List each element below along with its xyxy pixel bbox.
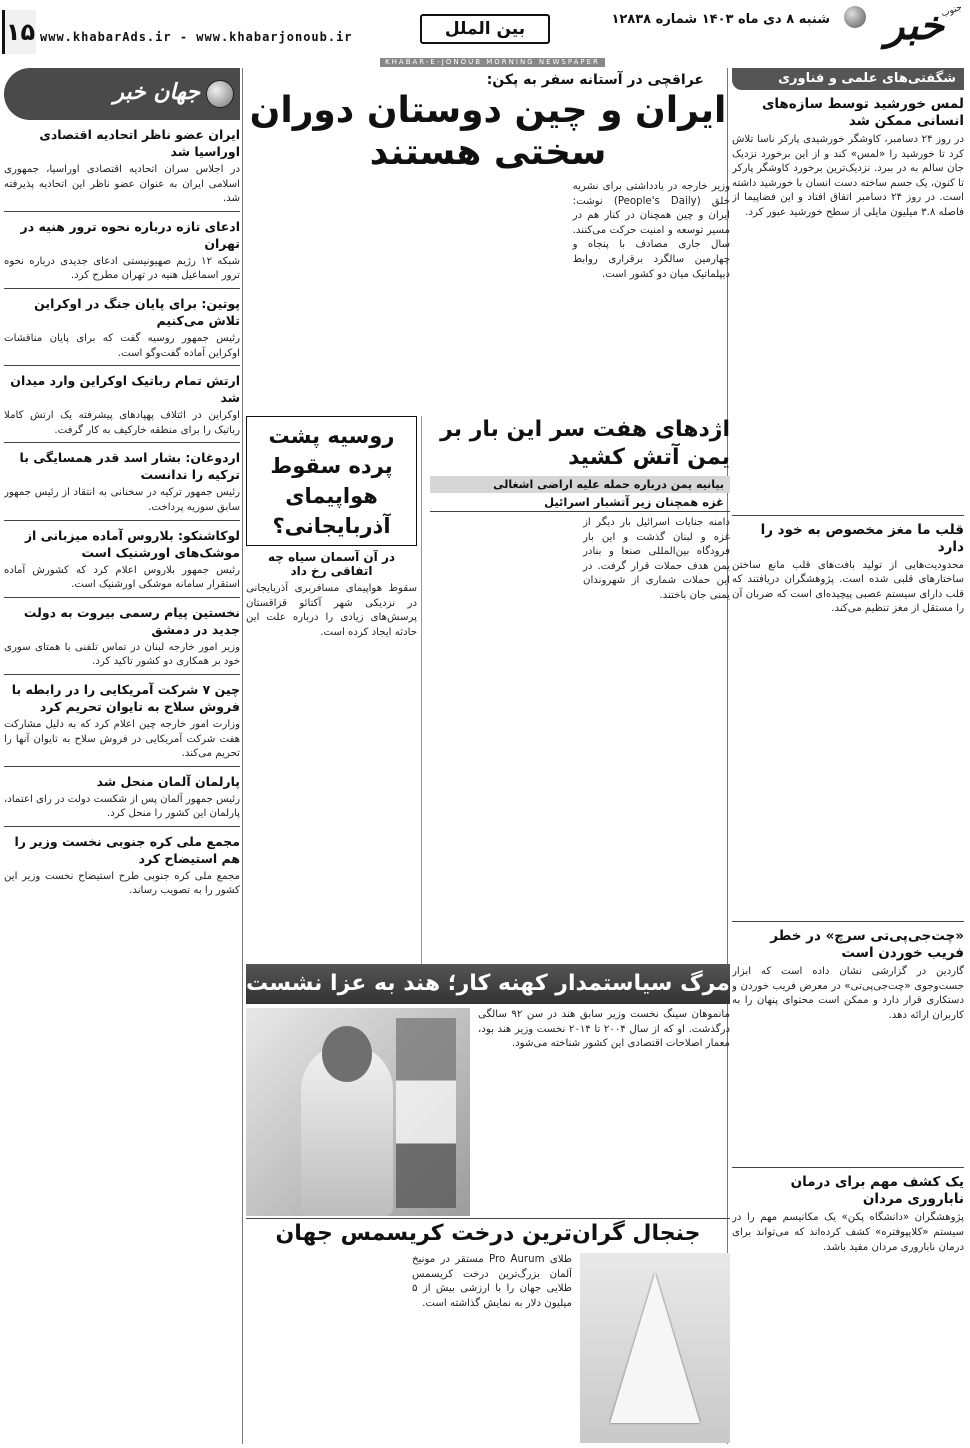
- article-body: گاردین در گزارشی نشان داده است که ابزار جست‌وجوی «چت‌جی‌پی‌تی» در معرض فریب خوردن و دستکاری قرار دارد و ممکن است محتوای پنهان را به کاربران ارائه دهد.: [732, 965, 964, 1021]
- russia-story: [246, 416, 422, 964]
- secondary-stories: [246, 416, 730, 964]
- article-title: یک کشف مهم برای درمان ناباروری مردان: [790, 1174, 964, 1208]
- article-title: ادعای تازه درباره نحوه ترور هنیه در تهران: [20, 218, 240, 251]
- divider: [4, 826, 240, 827]
- issue-line: شنبه ۸ دی ماه ۱۴۰۳ شماره ۱۲۸۳۸: [611, 12, 830, 27]
- yemen-headline: اژدهای هفت سر این بار بر یمن آتش کشید: [440, 417, 730, 470]
- article-title: ایران عضو ناظر اتحادیه اقتصادی اوراسیا شد: [39, 127, 240, 159]
- world-article: [4, 681, 240, 762]
- world-news-column: [4, 68, 240, 1444]
- yemen-subhead-2: غزه همچنان زیر آتشبار اسرائیل: [430, 493, 730, 512]
- lead-body: [246, 180, 730, 422]
- science-article: [732, 522, 964, 917]
- article-text-continued: [732, 221, 964, 511]
- divider: [4, 365, 240, 366]
- article-body: رئیس جمهور روسیه گفت که برای پایان مناقشات اوکراین آماده گفت‌وگو است.: [4, 332, 240, 359]
- science-article: [732, 96, 964, 511]
- article-body: رئیس جمهور ترکیه در سخنانی به انتقاد از رئیس جمهور سابق سوریه پرداخت.: [4, 487, 240, 513]
- logo-word: خبر: [885, 2, 944, 49]
- world-news-banner: [4, 68, 240, 120]
- manmohan-photo: [246, 1008, 470, 1216]
- article-body: اوکراین در ائتلاف پهپادهای پیشرفته یک ارتش کاملا رباتیک را برای منطقه خارکیف به کار گرفت.: [4, 410, 240, 436]
- russia-body: سقوط هواپیمای مسافربری آذربایجانی در نزدیکی شهر آکتائو قزاقستان پرسش‌های زیادی را درباره علت این حادثه ایجاد کرده است.: [246, 583, 417, 638]
- manmohan-banner: مرگ سیاستمدار کهنه کار؛ هند به عزا نشست: [246, 964, 730, 1004]
- divider: [4, 766, 240, 767]
- science-column: [732, 68, 964, 1444]
- yemen-body: [430, 516, 730, 986]
- article-title: اردوغان: بشار اسد قدر همسایگی با ترکیه را ندانست: [19, 450, 240, 483]
- world-article: [4, 773, 240, 822]
- world-article: [4, 295, 240, 361]
- world-article: [4, 527, 240, 593]
- lead-kicker: عراقچی در آستانه سفر به پکن:: [486, 72, 704, 88]
- divider: [4, 520, 240, 521]
- lead-body-continued: [246, 180, 403, 422]
- article-body: وزیر امور خارجه لبنان در تماس تلفنی با همتای سوری خود بر همکاری دو کشور تاکید کرد.: [4, 641, 240, 668]
- tree-body-continued: [246, 1253, 406, 1443]
- article-title: ارتش تمام رباتیک اوکراین وارد میدان شد: [10, 373, 240, 406]
- newspaper-logo: [842, 2, 962, 54]
- science-article: [732, 928, 964, 1163]
- globe-icon: [206, 80, 234, 108]
- logo-sub: جنوب: [939, 2, 964, 20]
- person-head: [322, 1026, 372, 1082]
- article-title: نخستین پیام رسمی بیروت به دولت جدید در دمشق: [23, 604, 240, 637]
- main-stories: [246, 68, 730, 1444]
- world-article: [4, 604, 240, 670]
- divider: [4, 674, 240, 675]
- world-news-banner-label: جهان خبر: [113, 80, 200, 105]
- lead-headline: ایران و چین دوستان دوران سختی هستند: [249, 90, 727, 173]
- divider: [732, 1167, 964, 1168]
- article-text-continued: [732, 617, 964, 917]
- divider: [4, 597, 240, 598]
- masthead-strip: KHABAR-E-JONOUB MORNING NEWSPAPER: [380, 58, 605, 67]
- manmohan-text: [478, 1008, 730, 1216]
- yemen-body-continued: [430, 516, 577, 986]
- world-article: [4, 833, 240, 899]
- article-text-continued: [732, 1023, 964, 1163]
- world-article: [4, 218, 240, 284]
- column-rule: [242, 68, 243, 1444]
- article-title: لوکاشنکو: بلاروس آماده میزبانی از موشک‌های اورشنیک است: [24, 527, 240, 560]
- article-title: لمس خورشید توسط سازه‌های انسانی ممکن شد: [761, 96, 964, 129]
- yemen-body-text: دامنه جنایات اسرائیل بار دیگر از غزه و لبنان گذشت و این بار فرودگاه بین‌المللی صنعا و بنادر یمن هدف حملات قرار گرفت. در این حملات شماری از شهروندان یمنی جان باختند.: [583, 517, 730, 601]
- manmohan-story: [246, 964, 730, 1216]
- article-title: قلب ما مغز مخصوص به خود را دارد: [760, 521, 964, 555]
- lead-body-continued: [409, 180, 566, 422]
- article-title: مجمع ملی کره جنوبی نخست وزیر را هم استیضاح کرد: [14, 833, 240, 866]
- yemen-story: [430, 416, 730, 964]
- article-title: پوتین: برای پایان جنگ در اوکراین تلاش می‌کنیم: [34, 295, 240, 328]
- article-body: محدودیت‌هایی از تولید بافت‌های قلب مانع ساختن ساختارهای قلبی شده است. پژوهشگران دریافتند که قلب دارای سیستم عصبی پیچیده‌ای است که ضربان آن را مستقل از مغز تنظیم می‌کند.: [732, 559, 964, 615]
- article-title: «چت‌جی‌پی‌تی سرچ» در خطر فریب خوردن است: [770, 927, 964, 961]
- article-body: وزارت امور خارجه چین اعلام کرد که به دلیل مشارکت هفت شرکت آمریکایی در فروش سلاح به تایوان آنها را تحریم می‌کند.: [4, 718, 240, 760]
- article-body: رئیس جمهور بلاروس اعلام کرد که کشورش آماده استقرار سامانه موشکی اورشنیک است.: [4, 564, 240, 591]
- tree-headline: جنجال گران‌ترین درخت کریسمس جهان: [246, 1218, 730, 1249]
- article-body: پژوهشگران «دانشگاه پکن» یک مکانیسم مهم را در سیستم «کلایپوفتره» کشف کرده‌اند که می‌تواند برای درمان ناباروری مردان مفید باشد.: [732, 1212, 964, 1253]
- divider: [732, 515, 964, 516]
- article-body: در اجلاس سران اتحادیه اقتصادی اوراسیا، جمهوری اسلامی ایران به عنوان عضو ناظر این اتحادیه پذیرفته شد.: [4, 164, 240, 205]
- divider: [4, 288, 240, 289]
- flag-graphic: [396, 1018, 456, 1208]
- christmas-tree-graphic: [610, 1273, 700, 1423]
- russia-subhead: در آن آسمان سیاه چه اتفاقی رخ داد: [267, 550, 396, 578]
- tree-photo: [580, 1253, 730, 1443]
- divider: [4, 442, 240, 443]
- globe-icon: [844, 6, 866, 28]
- tree-body: طلای Pro Aurum مستقر در مونیخ آلمان بزرگ‌ترین درخت کریسمس طلایی جهان را با ارزشی بیش از ۵ میلیون دلار به نمایش گذاشته است.: [412, 1254, 572, 1309]
- world-article: [4, 449, 240, 515]
- science-header: شگفتی‌های علمی و فناوری: [732, 68, 964, 90]
- divider: [732, 921, 964, 922]
- article-title: چین ۷ شرکت آمریکایی را در رابطه با فروش سلاح به تایوان تحریم کرد: [11, 681, 240, 714]
- divider: [4, 211, 240, 212]
- world-article: [4, 126, 240, 207]
- article-body: در روز ۲۴ دسامبر، کاوشگر خورشیدی پارکر ناسا تلاش کرد تا خورشید را «لمس» کند و از این برخورد نزدیک جان سالم به در ببرد. نزدیک‌ترین برخورد کاوشگر پارکر تا کنون، یک جسم ساخته دست انسان با خورشید داشته است. در روز ۲۴ دسامبر اتفاق افتاد و این فضاپیما از فاصله ۳.۸ میلیون مایلی از سطح خورشید عبور کرد.: [732, 134, 964, 218]
- article-body: شبکه ۱۲ رژیم صهیونیستی ادعای جدیدی درباره نحوه ترور اسماعیل هنیه در تهران مطرح کرد.: [4, 255, 240, 282]
- masthead: [0, 0, 970, 58]
- article-body: رئیس جمهور آلمان پس از شکست دولت در رای اعتماد، پارلمان این کشور را منحل کرد.: [4, 793, 240, 820]
- russia-headline: روسیه پشت پرده سقوط هواپیمای آذربایجانی؟: [246, 416, 417, 546]
- manmohan-body: مانموهان سینگ نخست وزیر سابق هند در سن ۹۲ سالگی درگذشت. او که از سال ۲۰۰۴ تا ۲۰۱۴ نخست وزیر هند بود، معمار اصلاحات اقتصادی این کشور شناخته می‌شود.: [478, 1009, 730, 1050]
- lead-body-text: وزیر خارجه در یادداشتی برای نشریه خلق (People's Daily) نوشت: ایران و چین همچنان در کنار هم در مسیر توسعه و امنیت حرکت می‌کنند. سال جاری مصادف با پنجاه و چهارمین سالگرد برقراری روابط دیپلماتیک میان دو کشور است.: [572, 181, 730, 280]
- tree-story: [246, 1218, 730, 1444]
- article-title: پارلمان آلمان منحل شد: [96, 773, 240, 789]
- section-title: بین الملل: [420, 14, 550, 44]
- yemen-subhead: بیانیه یمن درباره حمله علیه اراضی اشغالی: [430, 476, 730, 493]
- science-article: [732, 1174, 964, 1255]
- tree-text: [246, 1253, 572, 1443]
- page-number: ۱۵: [2, 10, 36, 54]
- website-urls[interactable]: www.khabarAds.ir - www.khabarjonoub.ir: [40, 30, 353, 44]
- article-body: مجمع ملی کره جنوبی طرح استیضاح نخست وزیر این کشور را به تصویب رساند.: [4, 870, 240, 897]
- world-article: [4, 372, 240, 438]
